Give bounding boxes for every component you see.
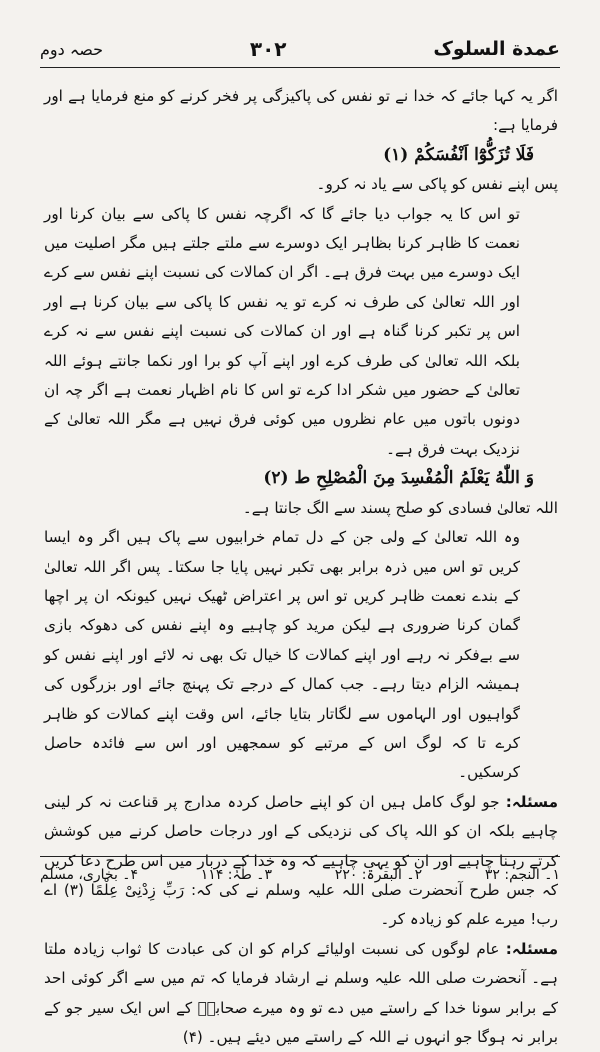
masala-2 — [44, 935, 558, 1052]
book-title: عمدة السلوک — [433, 38, 560, 60]
footnote-3: ۳۔ طٰہٰ: ۱۱۴ — [200, 867, 273, 883]
footnote-divider — [40, 856, 560, 857]
masala-text: عام لوگوں کی نسبت اولیائے کرام کو ان کی عبادت کا ثواب زیادہ ملتا ہے۔ آنحضرت صلی اللہ علیہ وسلم نے ارشاد فرمایا کہ تم میں سے اگر کوئی احد کے برابر سونا خدا کے راستے میں دے تو وہ میرے صحابہؓ کے اس ایک سیر جو کے برابر نہ ہوگا جو انہوں نے اللہ کے راستے میں دیئے ہیں۔ (۴) — [44, 939, 558, 1046]
verse-translation-1: پس اپنے نفس کو پاکی سے یاد نہ کرو۔ — [316, 175, 558, 194]
footnote-1: ۱۔ النجم: ۳۲ — [484, 867, 560, 883]
section-label: حصہ دوم — [40, 39, 103, 59]
masala-text: جو لوگ کامل ہیں ان کو اپنے حاصل کردہ مدارج پر قناعت نہ کر لینی چاہیے بلکہ ان کو اللہ پاک کی نزدیکی کے اور درجات حاصل کرنے میں کوشش کرتے رہنا چاہیے اور ان کو یہی چاہیے کہ وہ خدا کے دربار میں اس طرح دعا کریں کہ جس طرح آنحضرت صلی اللہ علیہ وسلم نے کی کہ: رَبِّ زِدْنِیْ عِلْمًا (۳) اے رب! میرے علم کو زیادہ کر۔ — [44, 792, 559, 929]
footnote-2: ۲۔ البقرۃ: ۲۲۰ — [334, 867, 423, 883]
footnote-4: ۴۔ بخاری، مسلم — [40, 867, 139, 883]
page-number: ۳۰۲ — [249, 37, 287, 61]
header-divider — [40, 67, 560, 68]
quran-verse-2: وَ اللّٰهُ يَعْلَمُ الْمُفْسِدَ مِنَ الْمُصْلِحِ ط (۲) — [263, 468, 534, 489]
paragraph-1: اگر یہ کہا جائے کہ خدا نے تو نفس کی پاکیزگی پر فخر کرنے کو منع فرمایا ہے اور فرمایا ہے: — [44, 87, 558, 135]
paragraph-2: تو اس کا یہ جواب دیا جائے گا کہ اگرچہ نفس کا پاکی سے بیان کرنا اور نعمت کا ظاہر کرنا بظاہر ایک دوسرے سے ملتے جلتے ہیں مگر اصلیت میں ایک دوسرے میں بہت فرق ہے۔ اگر ان کمالات کی نسبت اپنے نفس سے کرے اور اللہ تعالیٰ کی طرف نہ کرے تو یہ نفس کا پاکی سے بیان کرنا ہے اور اس پر تکبر کرنا گناہ ہے اور ان کمالات کی نسبت اپنے نفس سے نہ کرے بلکہ اللہ تعالیٰ کی طرف کرے اور اپنے آپ کو برا اور نکما جانتے ہوئے اللہ تعالیٰ کے حضور میں شکر ادا کرے تو اس کا نام اظہار نعمت ہے اگر چہ ان دونوں باتوں میں عام نظروں میں کوئی فرق نہیں ہے مگر اللہ تعالیٰ کے نزدیک بہت فرق ہے۔ — [44, 204, 520, 458]
footnotes — [40, 862, 560, 888]
masala-label: مسئلہ: — [505, 939, 559, 958]
paragraph-3: وہ اللہ تعالیٰ کے ولی جن کے دل تمام خرابیوں سے پاک ہیں اگر وہ ایسا کریں تو اس میں ذرہ برابر بھی تکبر نہیں پایا جا سکتا۔ پس اگر اللہ تعالیٰ کے بندے نعمت ظاہر کریں تو اس پر اعتراض ٹھیک نہیں کیونکہ ان پر اچھا گمان کرنا ضروری ہے لیکن مرید کو چاہیے وہ اپنے نفس کی دھوکہ بازی سے بےفکر نہ رہے اور اپنے کمالات کا خیال تک بھی نہ لائے اور اپنے نفس کو ہمیشہ الزام دیتا رہے۔ جب کمال کے درجے تک پہنچ جائے اور بزرگوں کی گواہیوں اور الہاموں سے لگاتار بتایا جائے، اس وقت اپنے کمالات کو ظاہر کرے تا کہ لوگ اس کے مرتبے کو سمجھیں اور اس سے فائدہ حاصل کرسکیں۔ — [44, 528, 520, 782]
quran-verse-1: فَلَا تُزَكُّوْٓا اَنْفُسَكُمْ (۱) — [383, 144, 534, 165]
masala-label: مسئلہ: — [505, 792, 558, 811]
verse-translation-2: اللہ تعالیٰ فسادی کو صلح پسند سے الگ جانتا ہے۔ — [242, 498, 558, 517]
page-header — [40, 34, 560, 64]
